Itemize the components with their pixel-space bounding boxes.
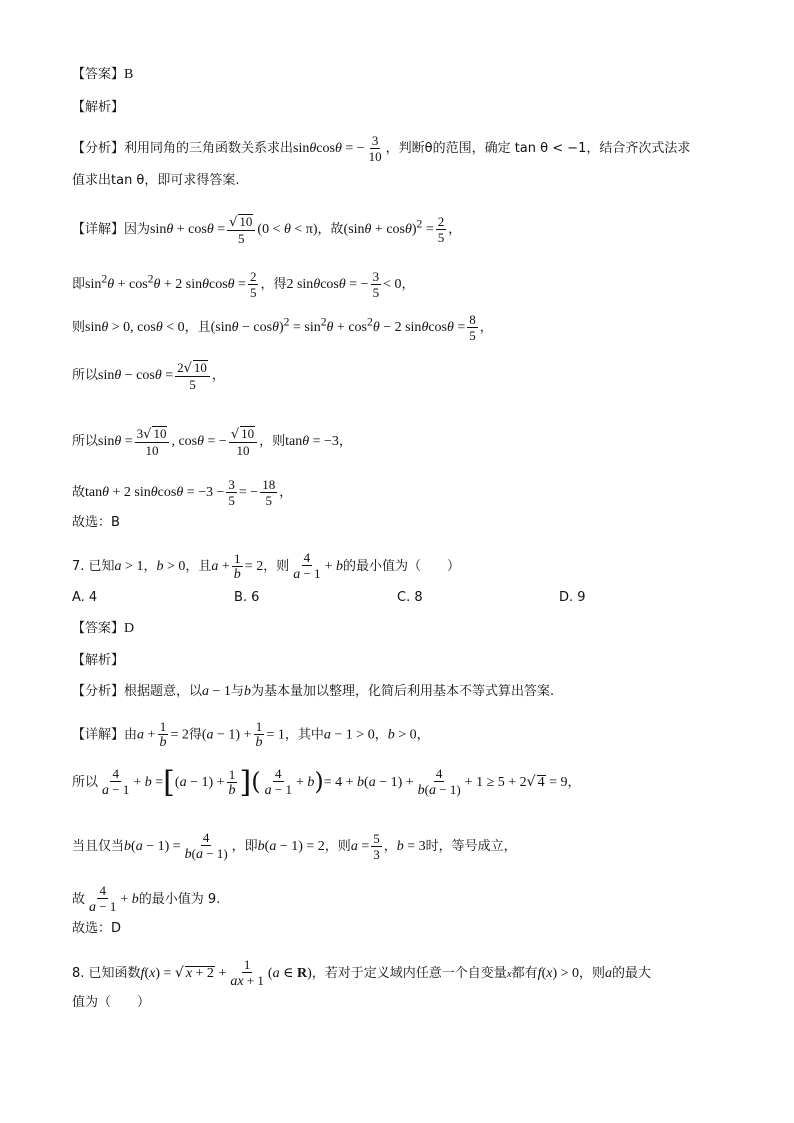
- q7-option-d: D. 9: [559, 590, 586, 605]
- q7-detail-line1: 【详解】由a + $\frac{1}{b}$ = 2得(a − 1) + $\frac{1}{b}$ = 1，其中a − 1 > 0，b > 0，: [72, 719, 430, 750]
- q7-option-b: B. 6: [234, 590, 260, 605]
- q7-option-c: C. 8: [397, 590, 423, 605]
- q7-choose: 故选：D: [72, 921, 122, 936]
- q7-answer-line: 【答案】D: [72, 621, 135, 636]
- q7-detail-line2: 所以 $\frac{4}{a - 1}$ + b =[(a − 1) + $\frac{1}{b}$ ]( $\frac{4}{a - 1}$ + b)= 4 + b(a − 1) + $\frac{4}{b(a - 1)}$ + 1 ≥ 5 + 2√ 4 = 9，: [72, 765, 581, 800]
- q7-stem: 7. 已知a > 1，b > 0，且a + $\frac{1}{b}$ = 2，则 $\frac{4}{a - 1}$ + b的最小值为（ ）: [72, 550, 460, 582]
- q8-stem-line2: 值为（ ）: [72, 995, 151, 1010]
- q8-stem-line1: 8. 已知函数f(x) = √ x + 2 + $\frac{1}{ax + 1}$ (a ∈ R)，若对于定义域内任意一个自变量x都有f(x) > 0，则a的最大: [72, 957, 652, 989]
- q6-fenxi-line2: 值求出tan θ，即可求得答案.: [72, 173, 240, 188]
- q6-detail-line2: 即$\sin^2\theta + \cos^2\theta + 2$ sinθcosθ = $\frac{2}{5}$ ，得2 sinθcosθ = − $\frac{3}{5}$ < 0，: [72, 269, 415, 300]
- q7-options: [72, 591, 732, 607]
- q6-detail-line6: 故tanθ + 2 sinθcosθ = −3 − $\frac{3}{5}$ = − $\frac{18}{5}$ ，: [72, 477, 293, 508]
- q6-detail-line1: 【详解】因为sinθ + cosθ = $\frac{√ 10}{5}$ (0 < θ < π)，故$(\sin\theta + \cos\theta)^2$ = $\frac{2}{5}$ ，: [72, 214, 462, 246]
- q6-answer-line: [72, 68, 133, 82]
- q7-analysis-label: 【解析】: [72, 653, 125, 668]
- q6-analysis-label: 【解析】: [72, 100, 125, 115]
- q7-option-a: A. 4: [72, 590, 98, 605]
- q6-detail-line4: 所以sinθ − cosθ = $\frac{2√ 10}{5}$ ，: [72, 360, 225, 392]
- q6-detail-line3: 则sinθ > 0, cosθ < 0，且$(\sin\theta - \cos\theta)^2 = \sin^2\theta + \cos^2\theta - 2$ sinθcosθ = $\frac{8}{5}$ ，: [72, 312, 493, 343]
- q6-fenxi-line1: 【分析】利用同角的三角函数关系求出sinθcosθ = − $\frac{3}{10}$ ，判断θ的范围，确定 tan θ < −1，结合齐次式法求: [72, 133, 691, 164]
- q6-choose: 故选：B: [72, 515, 120, 530]
- q6-answer: B: [124, 67, 134, 82]
- q7-detail-line3: 当且仅当b(a − 1) = $\frac{4}{b(a - 1)}$ ，即b(a − 1) = 2，则a = $\frac{5}{3}$ ，b = 3时，等号成立，: [72, 830, 517, 862]
- q7-fenxi: 【分析】根据题意，以a − 1与b为基本量加以整理，化简后利用基本不等式算出答案.: [72, 684, 555, 699]
- answer-label: 【答案】: [72, 67, 125, 82]
- q7-detail-line4: 故 $\frac{4}{a - 1}$ + b的最小值为 9.: [72, 883, 221, 915]
- q6-detail-line5: 所以sinθ = $\frac{3√ 10}{10}$ , cosθ = − $\frac{√ 10}{10}$ ，则tanθ = −3，: [72, 426, 352, 458]
